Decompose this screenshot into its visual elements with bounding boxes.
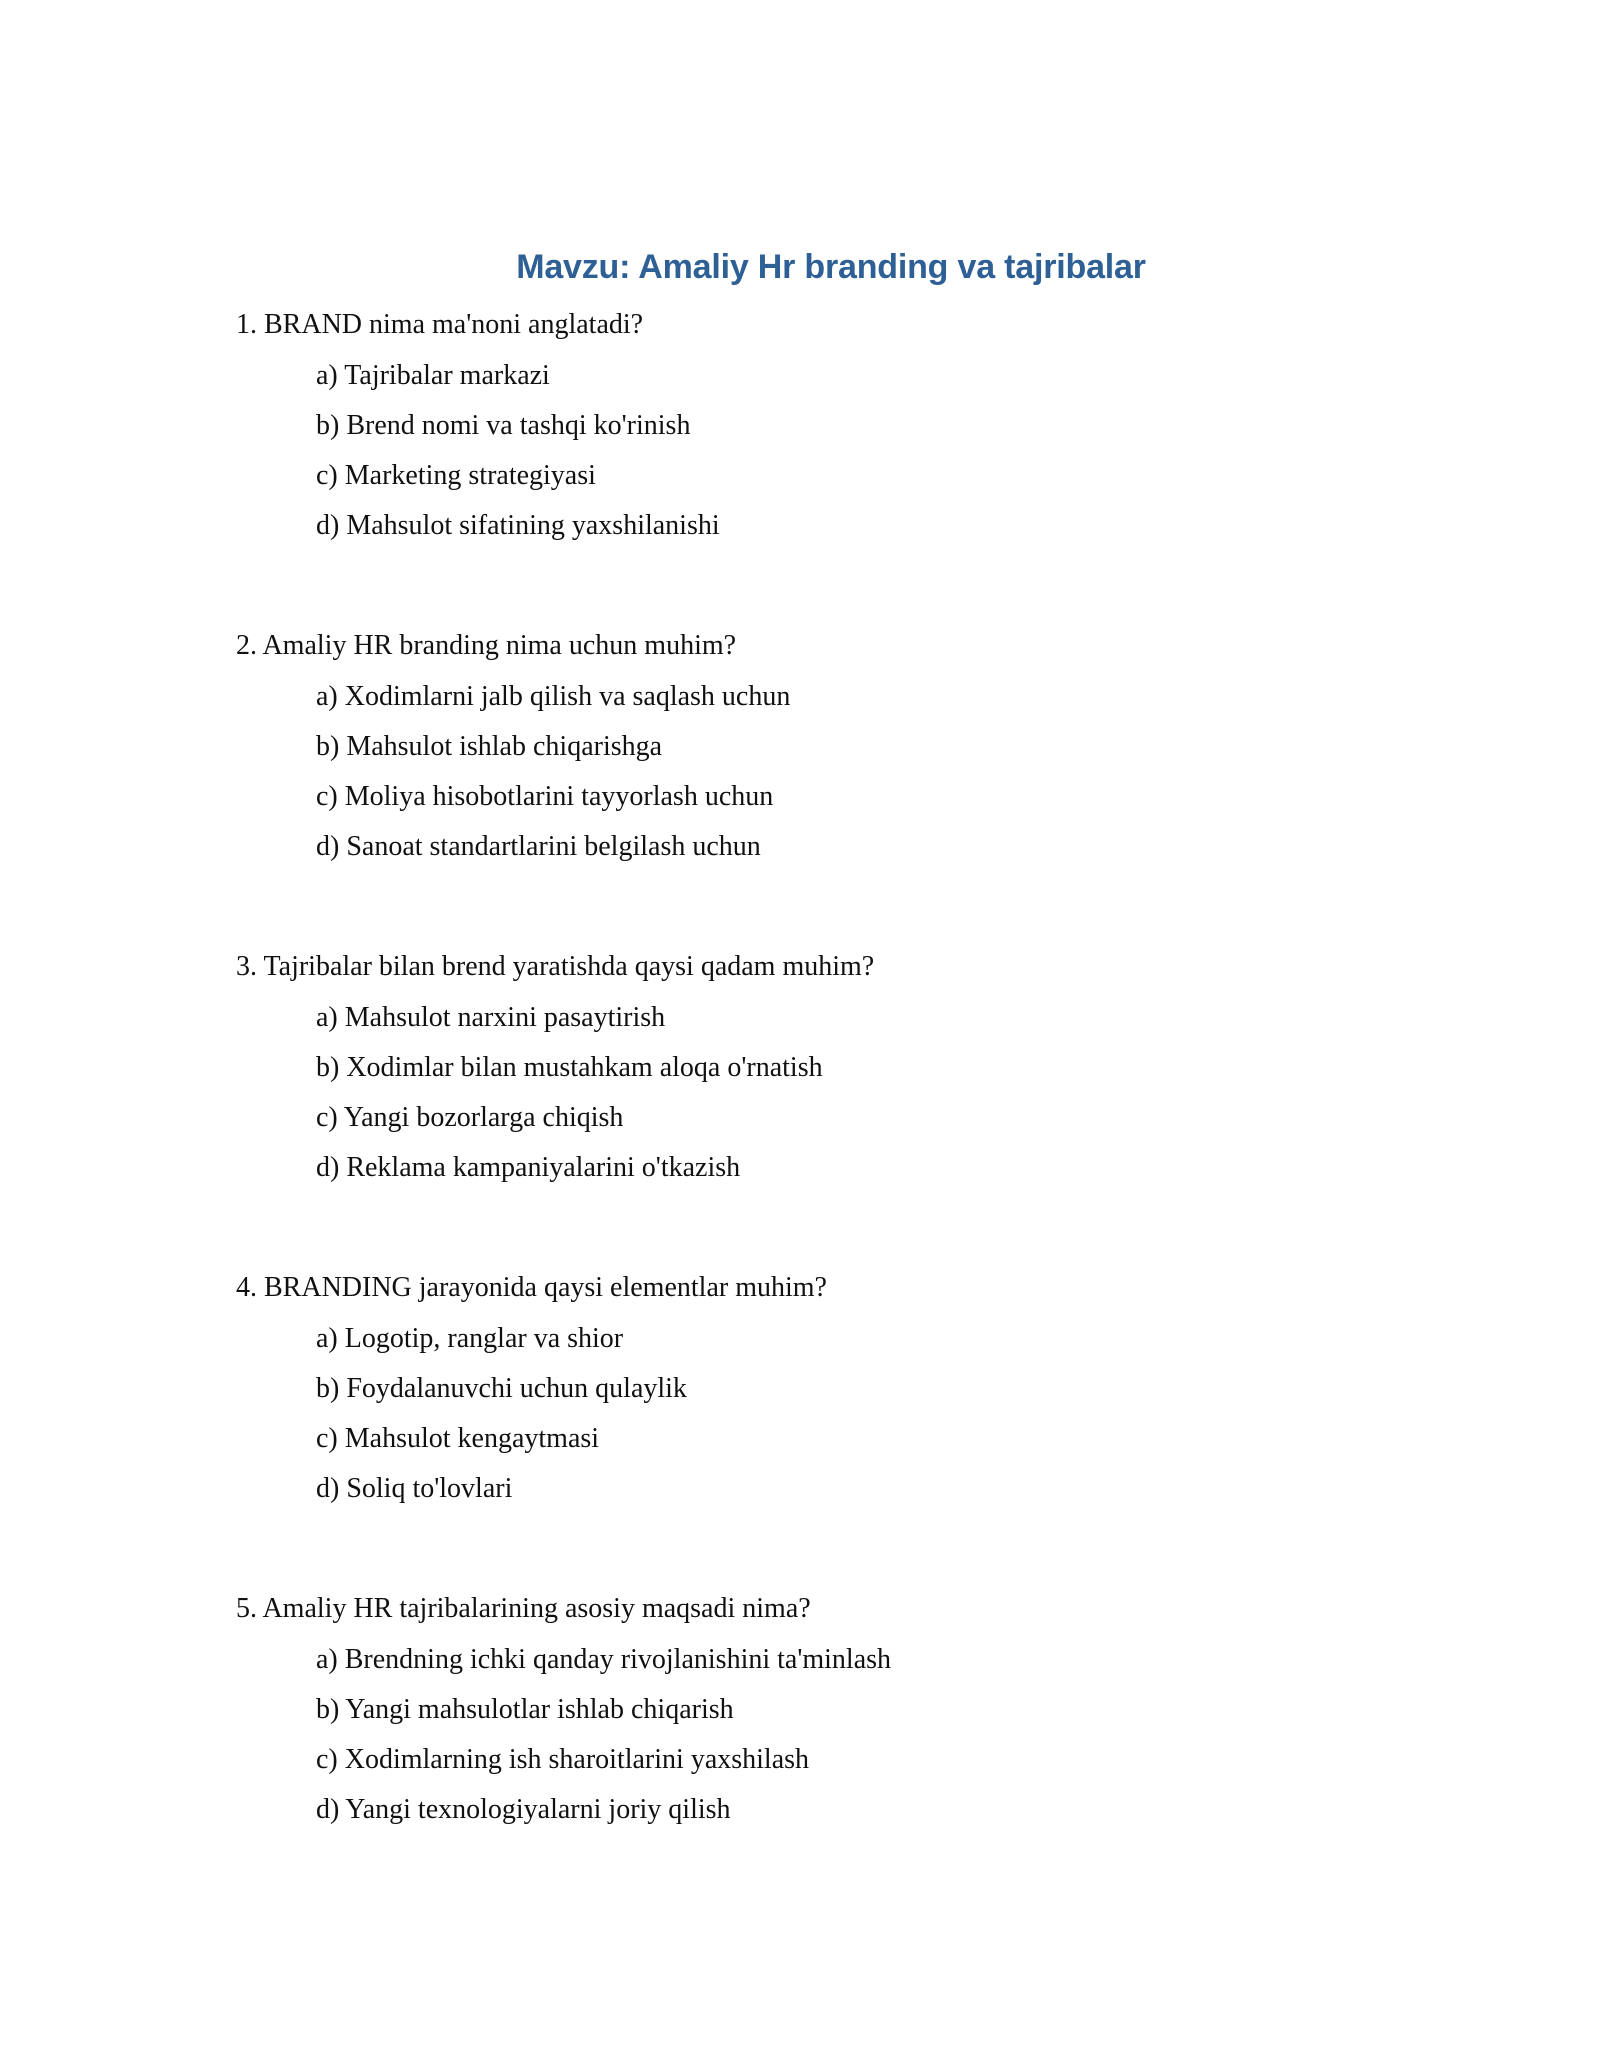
answer-option[interactable]: a) Xodimlarni jalb qilish va saqlash uchun — [316, 681, 791, 713]
answer-option[interactable]: a) Logotip, ranglar va shior — [316, 1323, 624, 1355]
answer-option[interactable]: c) Moliya hisobotlarini tayyorlash uchun — [316, 781, 774, 813]
option-list — [0, 981, 1600, 1182]
option-list — [0, 660, 1600, 861]
answer-option[interactable]: a) Tajribalar markazi — [316, 360, 550, 392]
question-text: 1. BRAND nima ma'noni anglatadi? — [236, 309, 644, 341]
answer-option[interactable]: c) Mahsulot kengaytmasi — [316, 1423, 600, 1455]
answer-option[interactable]: d) Sanoat standartlarini belgilash uchun — [316, 831, 761, 863]
block-spacer — [0, 540, 1600, 632]
answer-option[interactable]: d) Reklama kampaniyalarini o'tkazish — [316, 1152, 741, 1184]
answer-option[interactable]: c) Xodimlarning ish sharoitlarini yaxshilash — [316, 1744, 810, 1776]
answer-option[interactable]: d) Yangi texnologiyalarni joriy qilish — [316, 1794, 731, 1826]
question-text: 5. Amaliy HR tajribalarining asosiy maqsadi nima? — [236, 1593, 811, 1625]
question-block — [0, 311, 1600, 540]
answer-option[interactable]: c) Marketing strategiyasi — [316, 460, 596, 492]
question-text: 4. BRANDING jarayonida qaysi elementlar muhim? — [236, 1272, 827, 1304]
answer-option[interactable]: b) Foydalanuvchi uchun qulaylik — [316, 1373, 687, 1405]
question-block — [0, 1595, 1600, 1824]
answer-option[interactable]: b) Yangi mahsulotlar ishlab chiqarish — [316, 1694, 734, 1726]
option-list — [0, 339, 1600, 540]
answer-option[interactable]: b) Xodimlar bilan mustahkam aloqa o'rnatish — [316, 1052, 823, 1084]
answer-option[interactable]: a) Mahsulot narxini pasaytirish — [316, 1002, 666, 1034]
question-block — [0, 632, 1600, 861]
answer-option[interactable]: b) Brend nomi va tashqi ko'rinish — [316, 410, 691, 442]
answer-option[interactable]: a) Brendning ichki qanday rivojlanishini ta'minlash — [316, 1644, 892, 1676]
question-block — [0, 1274, 1600, 1503]
block-spacer — [0, 1503, 1600, 1595]
question-text: 3. Tajribalar bilan brend yaratishda qaysi qadam muhim? — [236, 951, 875, 983]
block-spacer — [0, 861, 1600, 953]
question-text: 2. Amaliy HR branding nima uchun muhim? — [236, 630, 737, 662]
block-spacer — [0, 1182, 1600, 1274]
page-title: Mavzu: Amaliy Hr branding va tajribalar — [516, 248, 1146, 286]
answer-option[interactable]: d) Mahsulot sifatining yaxshilanishi — [316, 510, 720, 542]
answer-option[interactable]: d) Soliq to'lovlari — [316, 1473, 513, 1505]
question-block — [0, 953, 1600, 1182]
answer-option[interactable]: b) Mahsulot ishlab chiqarishga — [316, 731, 663, 763]
question-list — [0, 311, 1600, 1824]
option-list — [0, 1623, 1600, 1824]
answer-option[interactable]: c) Yangi bozorlarga chiqish — [316, 1102, 624, 1134]
option-list — [0, 1302, 1600, 1503]
